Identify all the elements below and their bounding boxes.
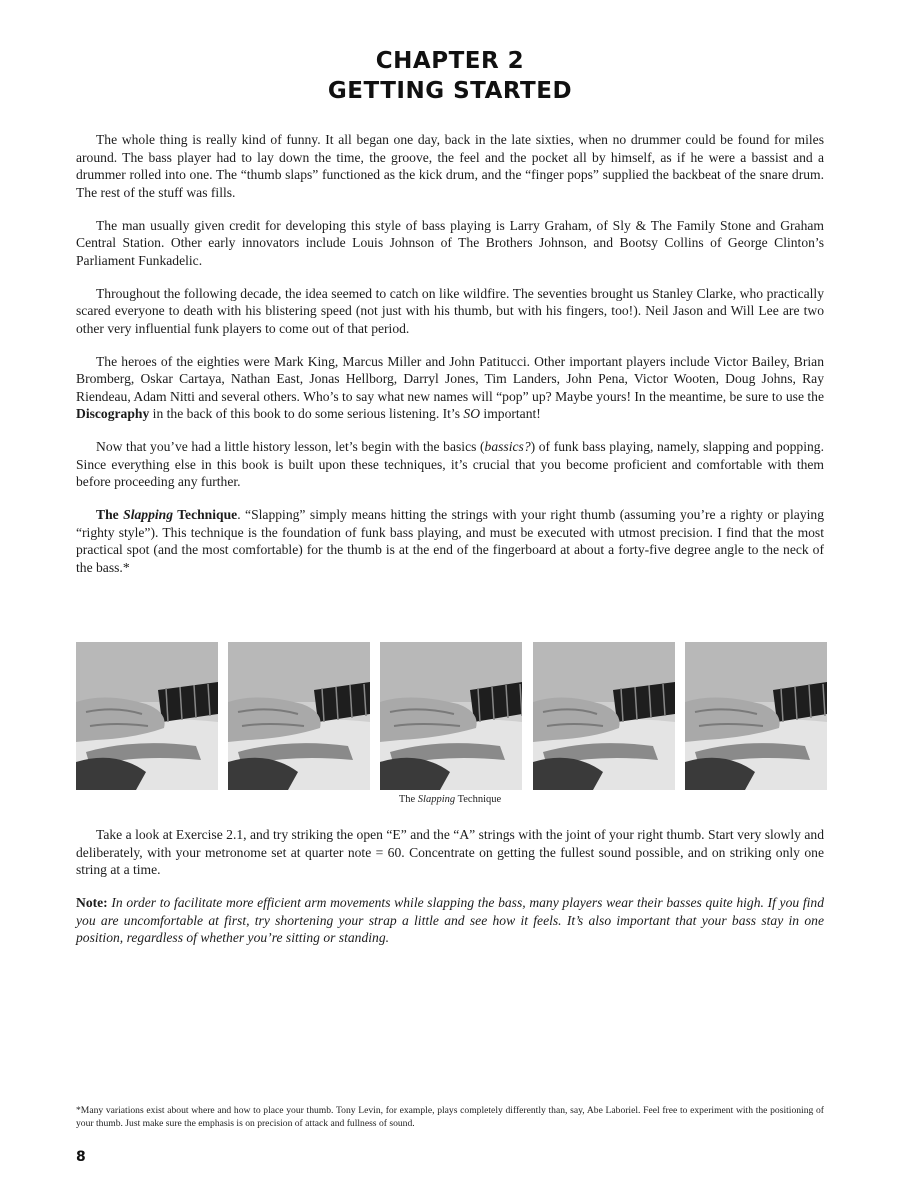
chapter-heading [0,46,900,106]
slap-photo-5 [685,642,827,790]
slap-photo-image [533,642,675,790]
chapter-number: CHAPTER 2 [375,48,525,74]
text-run: Now that you’ve had a little history lesson, let’s begin with the basics ( [96,439,485,454]
text-run: . “Slapping” simply means hitting the strings with your right thumb (assuming you’re a righty or playing “righty style”). This technique is the foundation of funk bass playing, and must be executed with utmost precision. I find that the most practical spot (and the most comfortable) for the thumb is at the end of the fingerboard at about a forty-five degree angle to the neck of the bass.* [76,507,825,575]
text-run: Technique [455,794,502,805]
paragraph-basics [76,438,824,491]
body-text-upper [76,131,824,592]
paragraph-seventies: Throughout the following decade, the idea seemed to catch on like wildfire. The seventies brought us Stanley Clarke, who practically scared everyone to death with his blistering speed (not just with his thumb, but with his fingers, too!). Neil Jason and Will Lee are two other very influential funk players to come out of that period. [76,285,824,336]
slap-photo-image [228,642,370,790]
text-run: Technique [173,507,238,522]
slapping-technique-heading [96,507,237,522]
body-text-lower [76,826,824,962]
slap-photo-image [76,642,218,790]
text-run: Slapping [123,507,174,522]
text-run: The [398,794,418,805]
text-run: The heroes of the eighties were Mark King, Marcus Miller and John Patitucci. Other important players include Victor Bailey, Brian Bromberg, Oskar Cartaya, Nathan East, Jonas Hellborg, Darryl Jones, Tim Landers, John Pena, Victor Wooten, Doug Johns, Ray Riendeau, Adam Nitti and several others. Who’s to say what new names will “pop” up? Maybe yours! In the meantime, be sure to use the [76,353,824,404]
slap-photo-2 [228,642,370,790]
figure-caption [0,794,900,805]
text-run: in the back of this book to do some serious listening. It’s [149,406,464,421]
slap-photo-4 [533,642,675,790]
slap-photo-image [685,642,827,790]
paragraph-innovators: The man usually given credit for developing this style of bass playing is Larry Graham, of Sly & The Family Stone and Graham Central Station. Other early innovators include Louis Johnson of The Brothers Johnson, and Bootsy Collins of George Clinton’s Parliament Funkadelic. [76,217,824,268]
text-run: The [96,507,124,522]
text-run: important! [480,406,541,421]
paragraph-history-intro: The whole thing is really kind of funny. It all began one day, back in the late sixties, when no drummer could be found for miles around. The bass player had to lay down the time, the groove, the feel and the pocket all by himself, as if he were a bassist and a drummer rolled into one. The “thumb slaps” functioned as the kick drum, and the “finger pops” supplied the backbeat of the snare drum. The rest of the stuff was fills. [76,132,824,200]
text-run: Slapping [417,794,456,805]
note-label: Note: [76,895,108,910]
footnote: *Many variations exist about where and how to place your thumb. Tony Levin, for example, plays completely differently than, say, Abe Laboriel. Feel free to experiment with the positioning of your thumb. Just make sure the emphasis is on precision of attack and fullness of sound. [76,1105,824,1129]
slap-photo-image [380,642,522,790]
so-italic: SO [463,406,481,421]
bassics-italic: bassics? [484,439,531,454]
chapter-title: GETTING STARTED [327,78,573,104]
paragraph-exercise: Take a look at Exercise 2.1, and try striking the open “E” and the “A” strings with the joint of your right thumb. Start very slowly and deliberately, with your metronome set at quarter note = 60. Concentrate on getting the fullest sound possible, and on striking only one string at a time. [76,827,824,877]
note-text: In order to facilitate more efficient arm movements while slapping the bass, many players wear their basses quite high. If you find you are uncomfortable at first, try shortening your strap a little and see how it feels. It’s also important that your bass stay in one position, regardless of whether you’re sitting or standing. [76,895,824,945]
slap-photo-1 [76,642,218,790]
slap-photo-3 [380,642,522,790]
paragraph-slapping-technique [76,506,824,576]
slapping-photo-strip [76,642,826,790]
discography-bold: Discography [76,406,150,421]
text-run: ) of funk bass playing, namely, slapping and popping. Since everything else in this book is built upon these techniques, it’s crucial that you become proficient and comfortable with them before proceeding any further. [76,439,825,489]
note-paragraph [76,894,824,947]
page-number: 8 [76,1149,86,1165]
paragraph-eighties [76,353,824,423]
